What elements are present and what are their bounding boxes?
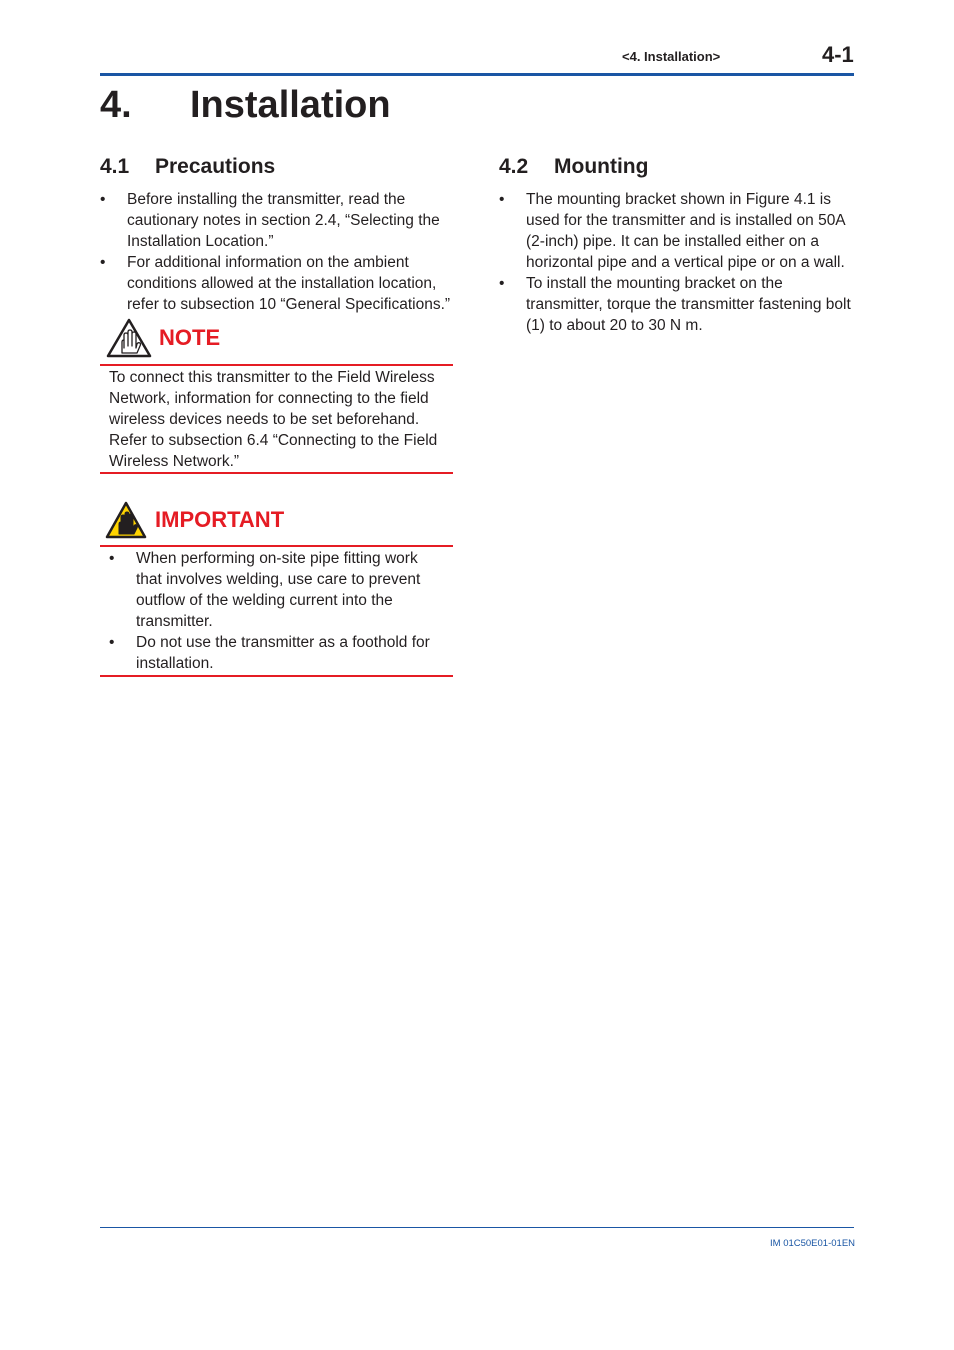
header-rule (100, 73, 854, 76)
page-number: 4-1 (822, 42, 854, 67)
note-bottom-rule (100, 472, 453, 474)
section-title: Precautions (155, 155, 276, 178)
important-title: IMPORTANT (155, 507, 285, 532)
section-number: 4.2 (499, 155, 529, 178)
list-item: • When performing on-site pipe fitting work that involves welding, use care to prevent outflow of the welding current into the transmitter. (109, 550, 421, 630)
list-item: • Before installing the transmitter, read the cautionary notes in section 2.4, “Selecting the Installation Location.” (100, 191, 440, 250)
list-item: • For additional information on the ambient conditions allowed at the installation location, refer to subsection 10 “General Specifications.” (100, 254, 451, 313)
chapter-number: 4. (100, 84, 132, 126)
caution-hand-icon (106, 318, 152, 358)
list-item: • The mounting bracket shown in Figure 4.1 is used for the transmitter and is installed on 50A (2-inch) pipe. It can be installed either on a horizontal pipe and a vertical pipe or on a wall. (499, 191, 846, 271)
list-item: • Do not use the transmitter as a foothold for installation. (109, 634, 430, 672)
important-top-rule (100, 545, 453, 547)
chapter-title: Installation (190, 84, 391, 126)
note-top-rule (100, 364, 453, 366)
document-id: IM 01C50E01-01EN (770, 1238, 856, 1249)
important-bottom-rule (100, 675, 453, 677)
section-title: Mounting (554, 155, 649, 178)
mounting-list (499, 189, 859, 336)
section-heading-mounting (499, 155, 648, 179)
footer-rule (100, 1227, 854, 1228)
note-body: To connect this transmitter to the Field Wireless Network, information for connecting to the field wireless devices needs to be set beforehand. Refer to subsection 6.4 “Connecting to the Field Wireless Network.” (109, 369, 438, 470)
section-heading-precautions (100, 155, 275, 179)
section-number: 4.1 (100, 155, 130, 178)
precautions-list (100, 189, 460, 315)
list-item: • To install the mounting bracket on the transmitter, torque the transmitter fastening bolt (1) to about 20 to 30 N m. (499, 275, 851, 334)
running-head: <4. Installation> (622, 49, 721, 64)
note-title: NOTE (159, 325, 221, 350)
warning-hand-icon (105, 501, 147, 539)
important-list (109, 548, 449, 674)
